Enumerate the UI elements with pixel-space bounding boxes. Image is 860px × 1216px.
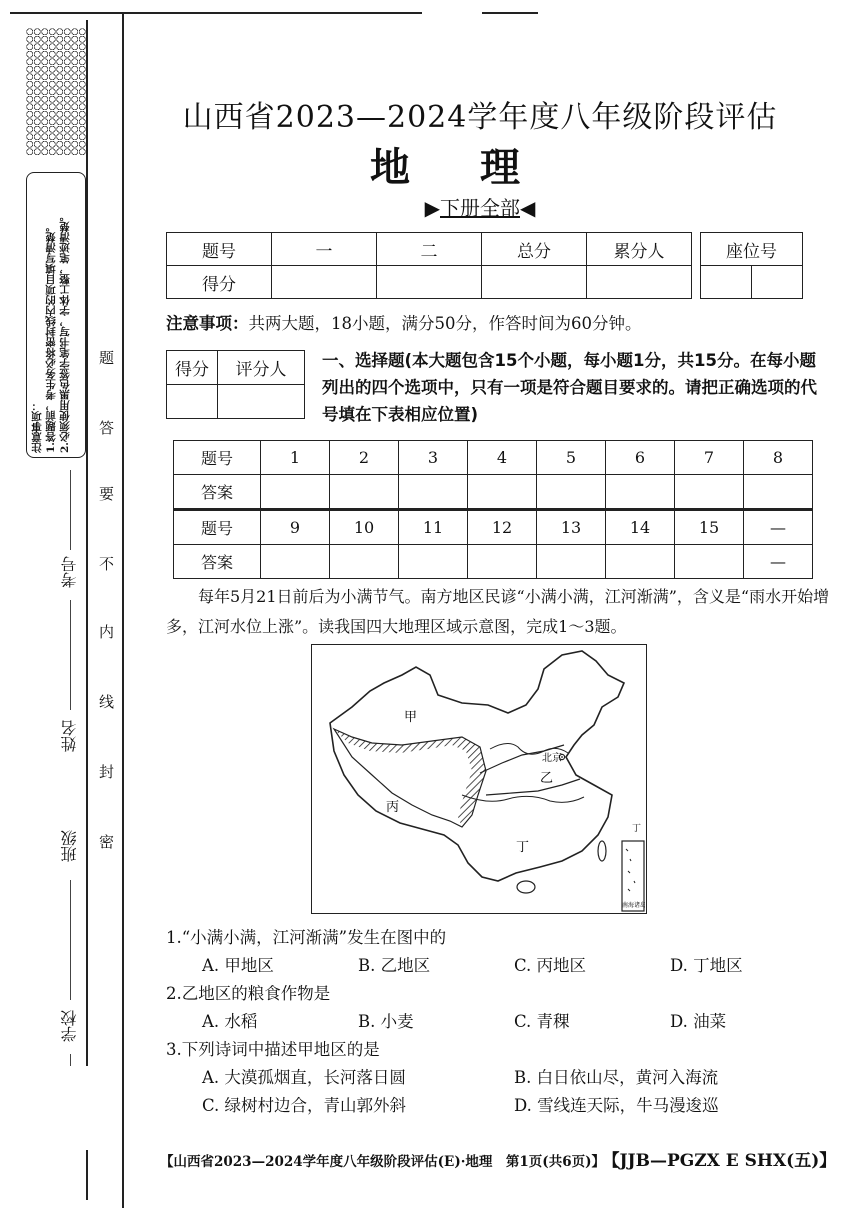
- map-label-bing: 丙: [386, 800, 400, 815]
- china-regions-map: [311, 644, 647, 914]
- answer-no-cell: 7: [675, 441, 744, 475]
- q3-option-a[interactable]: A. 大漠孤烟直，长河落日圆: [202, 1068, 406, 1087]
- q3-option-d[interactable]: D. 雪线连天际，牛马漫逡巡: [514, 1096, 719, 1115]
- exam-no-field[interactable]: [70, 470, 71, 550]
- taiwan-island: [598, 841, 606, 861]
- q1-option-d[interactable]: D. 丁地区: [670, 956, 743, 975]
- reading-passage: 每年5月21日前后为小满节气。南方地区民谚“小满小满，江河渐满”，含义是“雨水开始增多，江河水位上涨”。读我国四大地理区域示意图，完成1～3题。: [166, 587, 830, 636]
- seal-char: 题: [97, 350, 115, 367]
- volume-text: 下册全部: [440, 196, 520, 220]
- q3-option-c[interactable]: C. 绿树村边合，青山郭外斜: [202, 1096, 407, 1115]
- answer-no-cell: 3: [399, 441, 468, 475]
- answer-no-cell: 1: [261, 441, 330, 475]
- footer-text: 【山西省2023—2024学年度八年级阶段评估(E)·地理 第1页(共6页)】: [160, 1154, 605, 1170]
- score-input-cell[interactable]: [482, 266, 587, 299]
- answer-input-cell[interactable]: [330, 475, 399, 510]
- q2-option-a[interactable]: A. 水稻: [202, 1012, 258, 1031]
- yangtze-river: [462, 795, 584, 802]
- inset-label-ding: 丁: [632, 824, 642, 834]
- name-field[interactable]: [70, 600, 71, 710]
- q1-option-b[interactable]: B. 乙地区: [358, 956, 431, 975]
- subject-title: [160, 136, 800, 193]
- exam-note: [166, 310, 642, 334]
- binding-notice-title: 注意事项：: [31, 400, 43, 453]
- hainan-island: [517, 881, 535, 893]
- q2-option-b[interactable]: B. 小麦: [358, 1012, 414, 1031]
- score-header-cell: 题号: [167, 233, 272, 266]
- answer-no-cell: 9: [261, 510, 330, 545]
- answer-no-cell: 15: [675, 510, 744, 545]
- seal-char: 内: [97, 624, 115, 641]
- answer-no-cell: 11: [399, 510, 468, 545]
- school-label: 学校: [60, 1010, 79, 1042]
- q2-option-d[interactable]: D. 油菜: [670, 1012, 727, 1031]
- exam-title: 山西省2023—2024学年度八年级阶段评估: [182, 100, 778, 135]
- score-table: [166, 232, 692, 299]
- q1-option-c[interactable]: C. 丙地区: [514, 956, 587, 975]
- answer-dash-cell: —: [744, 545, 813, 579]
- score-header-cell: 总分: [482, 233, 587, 266]
- answer-no-cell: 13: [537, 510, 606, 545]
- answer-no-cell: 12: [468, 510, 537, 545]
- answer-no-cell: 6: [606, 441, 675, 475]
- seat-input-cell[interactable]: [752, 266, 803, 299]
- answer-input-cell[interactable]: [675, 475, 744, 510]
- answer-input-cell[interactable]: [606, 545, 675, 579]
- binding-notice-line1: 1.答题前，考生务必将密封线内的项目填写清楚。: [45, 221, 57, 453]
- name-label: 姓名: [60, 720, 79, 752]
- grader-reviewer-cell[interactable]: [218, 385, 305, 419]
- q1-option-a[interactable]: A. 甲地区: [202, 956, 274, 975]
- grader-table: [166, 350, 305, 419]
- top-rule-right: [482, 12, 538, 14]
- binding-line-inner: [86, 20, 88, 1066]
- binding-notice-line2: 2.必须使用黑色签字笔书写，字体工整，笔迹清楚。: [59, 211, 71, 453]
- question-3-stem: 3.下列诗词中描述甲地区的是: [166, 1040, 380, 1059]
- score-input-cell[interactable]: [272, 266, 377, 299]
- class-field[interactable]: [70, 880, 71, 1000]
- answer-no-label: 题号: [174, 510, 261, 545]
- answer-input-cell[interactable]: [606, 475, 675, 510]
- score-header-cell: 二: [377, 233, 482, 266]
- grader-score-cell[interactable]: [167, 385, 218, 419]
- answer-input-cell[interactable]: [261, 475, 330, 510]
- grader-score-label: 得分: [167, 351, 218, 385]
- answer-no-cell: 2: [330, 441, 399, 475]
- punch-holes-pattern: [26, 28, 86, 156]
- answer-input-cell[interactable]: [537, 545, 606, 579]
- volume-label: ▶下册全部◀: [424, 196, 536, 220]
- answer-no-cell: 14: [606, 510, 675, 545]
- answer-input-cell[interactable]: [468, 475, 537, 510]
- seal-char: 封: [97, 764, 115, 781]
- answer-table: [173, 440, 813, 579]
- region-boundary-line: [486, 779, 580, 795]
- score-header-cell: 累分人: [587, 233, 692, 266]
- answer-no-cell: —: [744, 510, 813, 545]
- answer-no-label: 题号: [174, 441, 261, 475]
- exam-no-label: 考号: [60, 556, 79, 588]
- seal-char: 密: [97, 834, 115, 851]
- school-field[interactable]: [70, 1054, 71, 1066]
- page-footer: [160, 1146, 836, 1171]
- binding-notice-box: [26, 172, 86, 458]
- answer-no-cell: 8: [744, 441, 813, 475]
- answer-input-cell[interactable]: [744, 475, 813, 510]
- answer-input-cell[interactable]: [399, 475, 468, 510]
- q2-option-c[interactable]: C. 青稞: [514, 1012, 570, 1031]
- seal-char: 答: [97, 420, 115, 437]
- answer-label: 答案: [174, 475, 261, 510]
- score-row-label: 得分: [167, 266, 272, 299]
- map-label-ding: 丁: [516, 840, 530, 855]
- binding-line-outer: [122, 12, 124, 1208]
- binding-line-bottom: [86, 1150, 88, 1200]
- note-label: 注意事项：: [166, 314, 249, 333]
- subject-text: 地理: [370, 145, 590, 191]
- q3-option-b[interactable]: B. 白日依山尽，黄河入海流: [514, 1068, 719, 1087]
- score-input-cell[interactable]: [377, 266, 482, 299]
- inset-caption: 南海诸岛: [622, 902, 645, 909]
- nanhai-inset: [622, 841, 644, 911]
- question-1-stem: 1.“小满小满，江河渐满”发生在图中的: [166, 928, 447, 947]
- answer-input-cell[interactable]: [330, 545, 399, 579]
- map-svg: [312, 645, 645, 912]
- answer-input-cell[interactable]: [537, 475, 606, 510]
- map-label-jia: 甲: [404, 710, 418, 725]
- score-input-cell[interactable]: [587, 266, 692, 299]
- map-label-yi: 乙: [540, 771, 554, 786]
- answer-no-cell: 4: [468, 441, 537, 475]
- answer-input-cell[interactable]: [468, 545, 537, 579]
- note-text: 共两大题，18小题，满分50分，作答时间为60分钟。: [248, 314, 642, 333]
- answer-input-cell[interactable]: [399, 545, 468, 579]
- seal-char: 线: [97, 694, 115, 711]
- seat-input-cell[interactable]: [701, 266, 752, 299]
- section1-instructions: 一、选择题(本大题包含15个小题，每小题1分，共15分。在每小题列出的四个选项中，只有一项是符合题目要求的。请把正确选项的代号填在下表相应位置): [322, 351, 817, 424]
- seat-table: [700, 232, 803, 299]
- seal-char: 要: [97, 486, 115, 503]
- answer-no-cell: 10: [330, 510, 399, 545]
- seat-label: 座位号: [701, 233, 803, 266]
- footer-code: 【JJB—PGZX E SHX(五)】: [610, 1151, 837, 1171]
- class-label: 班级: [60, 830, 79, 862]
- answer-input-cell[interactable]: [675, 545, 744, 579]
- question-2-stem: 2.乙地区的粮食作物是: [166, 984, 331, 1003]
- answer-input-cell[interactable]: [261, 545, 330, 579]
- score-header-cell: 一: [272, 233, 377, 266]
- answer-label: 答案: [174, 545, 261, 579]
- grader-reviewer-label: 评分人: [218, 351, 305, 385]
- answer-no-cell: 5: [537, 441, 606, 475]
- map-label-beijing: 北京: [542, 753, 562, 764]
- seal-char: 不: [97, 556, 115, 573]
- top-rule-left: [10, 12, 422, 14]
